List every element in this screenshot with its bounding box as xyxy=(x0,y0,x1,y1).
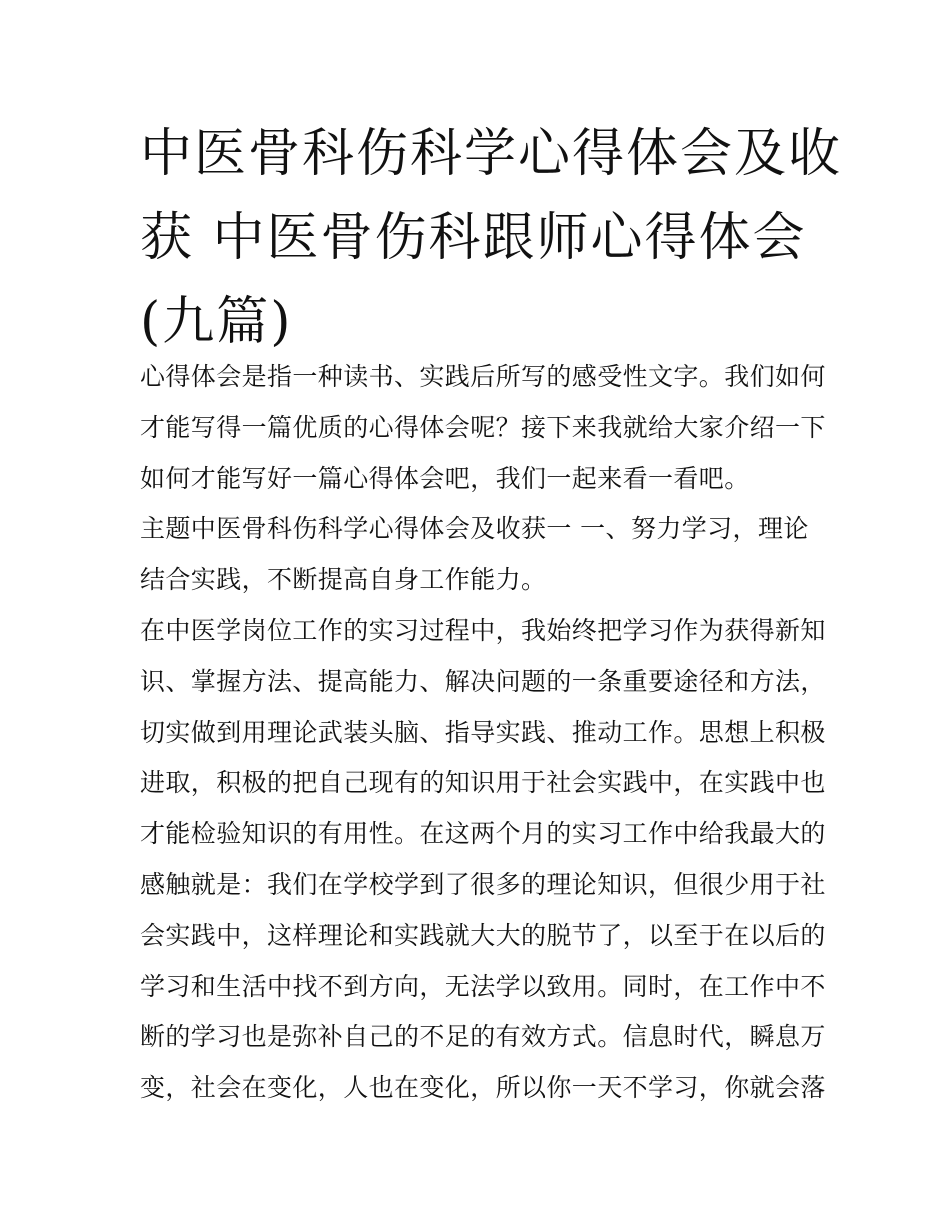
title-line: 中医骨科伤科学心得体会及收 xyxy=(140,124,843,184)
body-text xyxy=(140,352,830,1114)
text-line: 会实践中，这样理论和实践就大大的脱节了，以至于在以后的 xyxy=(140,920,826,950)
page-title xyxy=(140,112,843,364)
text-line: 才能写得一篇优质的心得体会呢？接下来我就给大家介绍一下 xyxy=(140,412,826,442)
text-line: 切实做到用理论武装头脑、指导实践、推动工作。思想上积极 xyxy=(140,717,826,747)
text-line: 学习和生活中找不到方向，无法学以致用。同时，在工作中不 xyxy=(140,971,826,1001)
text-line: 如何才能写好一篇心得体会吧，我们一起来看一看吧。 xyxy=(140,463,750,493)
text-line: 感触就是：我们在学校学到了很多的理论知识，但很少用于社 xyxy=(140,869,826,899)
text-line: 结合实践，不断提高自身工作能力。 xyxy=(140,565,547,595)
text-line: 进取，积极的把自己现有的知识用于社会实践中，在实践中也 xyxy=(140,768,826,798)
text-line: 心得体会是指一种读书、实践后所写的感受性文字。我们如何 xyxy=(140,362,826,391)
text-line: 主题中医骨科伤科学心得体会及收获一 一、努力学习，理论 xyxy=(140,514,809,544)
text-line: 变，社会在变化，人也在变化，所以你一天不学习，你就会落 xyxy=(140,1073,826,1103)
title-line: 获 中医骨伤科跟师心得体会 xyxy=(140,208,807,268)
text-line: 断的学习也是弥补自己的不足的有效方式。信息时代，瞬息万 xyxy=(140,1022,826,1052)
text-line: 识、掌握方法、提高能力、解决问题的一条重要途径和方法， xyxy=(140,666,826,696)
title-line: (九篇) xyxy=(140,292,293,352)
text-line: 在中医学岗位工作的实习过程中，我始终把学习作为获得新知 xyxy=(140,615,826,645)
text-line: 才能检验知识的有用性。在这两个月的实习工作中给我最大的 xyxy=(140,819,826,849)
